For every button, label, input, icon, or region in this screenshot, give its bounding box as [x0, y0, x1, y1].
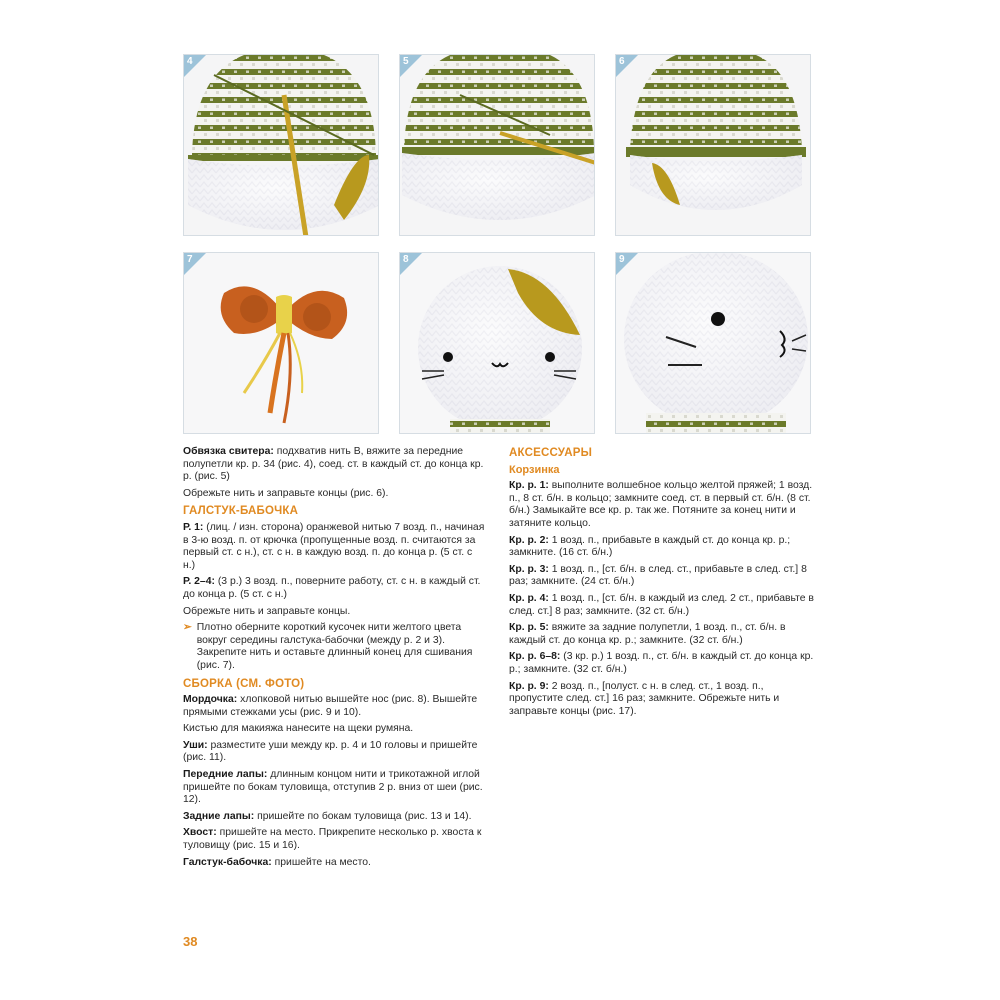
- photo-7: [183, 252, 379, 434]
- sweater-note: Обрежьте нить и заправьте концы (рис. 6).: [183, 487, 389, 499]
- photo-number: 4: [187, 56, 193, 67]
- photo-number: 8: [403, 254, 409, 265]
- basket-row-text: 1 возд. п., прибавьте в каждый ст. до конца кр. р.; замкните. (16 ст. б/н.): [509, 534, 791, 559]
- blush-paragraph: Кистью для макияжа нанесите на щеки румяна.: [183, 723, 414, 735]
- basket-row: [509, 480, 814, 530]
- left-column: [183, 446, 486, 873]
- back-paws-text: пришейте по бокам туловища (рис. 13 и 14).: [257, 810, 472, 822]
- tail-paragraph: [183, 827, 486, 852]
- cat-head-side-image: [616, 253, 811, 434]
- bow-row-1-text: (лиц. / изн. сторона) оранжевой нитью 7 возд. п., начиная в 3-ю возд. п. от крючка (пропущенные возд. п. считаются за первый ст. с н.), ст. с н. в каждую возд. п. до конца р. (5 ст. с н.): [183, 521, 485, 571]
- bow-note: Обрежьте нить и заправьте концы.: [183, 605, 351, 617]
- assembly-heading: СБОРКА (СМ. ФОТО): [183, 677, 305, 690]
- basket-row-text: вяжите за задние полупетли, 1 возд. п., ст. б/н. в каждый ст. до конца кр. р.; замкните. (32 ст. б/н.): [509, 622, 786, 646]
- bow-bullet-text: Плотно оберните короткий кусочек нити желтого цвета вокруг середины галстука-бабочки (между р. 2 и 3). Закрепите нить и оставьте длинный конец для сшивания (рис. 7).: [196, 622, 473, 671]
- basket-row-label: Кр. р. 2:: [509, 534, 549, 546]
- photo-6: [615, 54, 811, 236]
- bullet-arrow-icon: ➢: [183, 622, 192, 634]
- muzzle-label: Мордочка:: [183, 694, 238, 706]
- bow-row-2-4: [183, 576, 486, 601]
- photo-number: 7: [187, 254, 193, 265]
- photo-number: 5: [403, 56, 409, 67]
- tail-text: пришейте на место. Прикрепите несколько р. хвоста к туловищу (рис. 15 и 16).: [183, 827, 482, 852]
- bow-row-1: [183, 522, 486, 572]
- bow-bullet: [183, 622, 486, 672]
- sweater-title: Обвязка свитера:: [183, 446, 274, 457]
- basket-row-label: Кр. р. 5:: [509, 622, 549, 634]
- back-paws-label: Задние лапы:: [183, 810, 255, 822]
- photo-8: [399, 252, 595, 434]
- basket-row-text: выполните волшебное кольцо желтой пряжей; 1 возд. п., 8 ст. б/н. в кольцо; замкните соед. ст. в первый ст. б/н. (8 ст. б/н.) Замыкайте все кр. р. так же. Потяните за конец нити и затяните кольцо.: [509, 480, 813, 529]
- basket-subheading: Корзинка: [509, 463, 560, 476]
- basket-row-text: 2 возд. п., [полуст. с н. в след. ст., 1 возд. п., пропустите след. ст.] 16 раз; замкните. Обрежьте нить и заправьте концы (рис. 17).: [509, 680, 780, 717]
- front-paws-paragraph: [183, 769, 486, 807]
- ears-label: Уши:: [183, 739, 208, 751]
- basket-row-text: 1 возд. п., [ст. б/н. в след. ст., прибавьте в след. ст.] 8 раз; замкните. (24 ст. б/н.): [509, 563, 807, 588]
- basket-row-text: (3 кр. р.) 1 возд. п., ст. б/н. в каждый ст. до конца кр. р.; замкните. (32 ст. б/н.): [509, 651, 814, 675]
- ears-paragraph: [183, 740, 486, 765]
- ears-text: разместите уши между кр. р. 4 и 10 головы и пришейте (рис. 11).: [183, 739, 478, 764]
- bow-tie-image: [184, 253, 379, 434]
- sweater-paragraph: [183, 446, 486, 484]
- muzzle-text: хлопковой нитью вышейте нос (рис. 8). Вышейте прямыми стежками усы (рис. 9 и 10).: [183, 694, 478, 718]
- photo-4: [183, 54, 379, 236]
- front-paws-label: Передние лапы:: [183, 769, 268, 781]
- basket-row-label: Кр. р. 3:: [509, 563, 549, 575]
- muzzle-paragraph: [183, 694, 486, 719]
- front-paws-text: длинным концом нити и трикотажной иглой пришейте по бокам туловища, отступив 2 р. вниз от шеи (рис. 12).: [183, 769, 483, 806]
- bow-row-2-4-label: Р. 2–4:: [183, 576, 215, 588]
- accessories-heading: АКСЕССУАРЫ: [509, 447, 593, 459]
- right-column: [509, 446, 814, 722]
- cat-head-front-image: [400, 253, 595, 434]
- basket-row: [509, 681, 814, 719]
- basket-row-label: Кр. р. 4:: [509, 592, 549, 604]
- back-paws-paragraph: [183, 811, 486, 824]
- bow-heading: ГАЛСТУК-БАБОЧКА: [183, 505, 299, 518]
- page-number: 38: [183, 934, 198, 949]
- tail-label: Хвост:: [183, 827, 217, 839]
- basket-row: [509, 651, 814, 676]
- striped-body-image: [184, 55, 379, 236]
- photo-number: 6: [619, 56, 625, 67]
- bow-row-2-4-text: (3 р.) 3 возд. п., поверните работу, ст. с н. в каждый ст. до конца р. (5 ст. с н.): [183, 576, 481, 600]
- basket-row: [509, 622, 814, 647]
- photo-5: [399, 54, 595, 236]
- basket-row: [509, 564, 814, 589]
- basket-rows: [509, 480, 814, 718]
- sweater-text: подхватив нить В, вяжите за передние полупетли кр. р. 34 (рис. 4), соед. ст. в каждый ст. до конца кр. р. (рис. 5): [183, 446, 484, 483]
- tie-label: Галстук-бабочка:: [183, 856, 272, 868]
- basket-row-text: 1 возд. п., [ст. б/н. в каждый из след. 2 ст., прибавьте в след. ст.] 8 раз; замкните. (32 ст. б/н.): [509, 592, 814, 617]
- basket-row-label: Кр. р. 1:: [509, 480, 549, 492]
- photo-9: [615, 252, 811, 434]
- basket-row-label: Кр. р. 6–8:: [509, 651, 561, 663]
- striped-body-image: [400, 55, 595, 236]
- bow-row-1-label: Р. 1:: [183, 521, 204, 533]
- tie-paragraph: [183, 857, 486, 870]
- basket-row: [509, 593, 814, 618]
- basket-row-label: Кр. р. 9:: [509, 680, 549, 692]
- basket-row: [509, 535, 814, 560]
- tie-text: пришейте на место.: [274, 856, 371, 868]
- photo-number: 9: [619, 254, 625, 265]
- striped-body-image: [616, 55, 811, 236]
